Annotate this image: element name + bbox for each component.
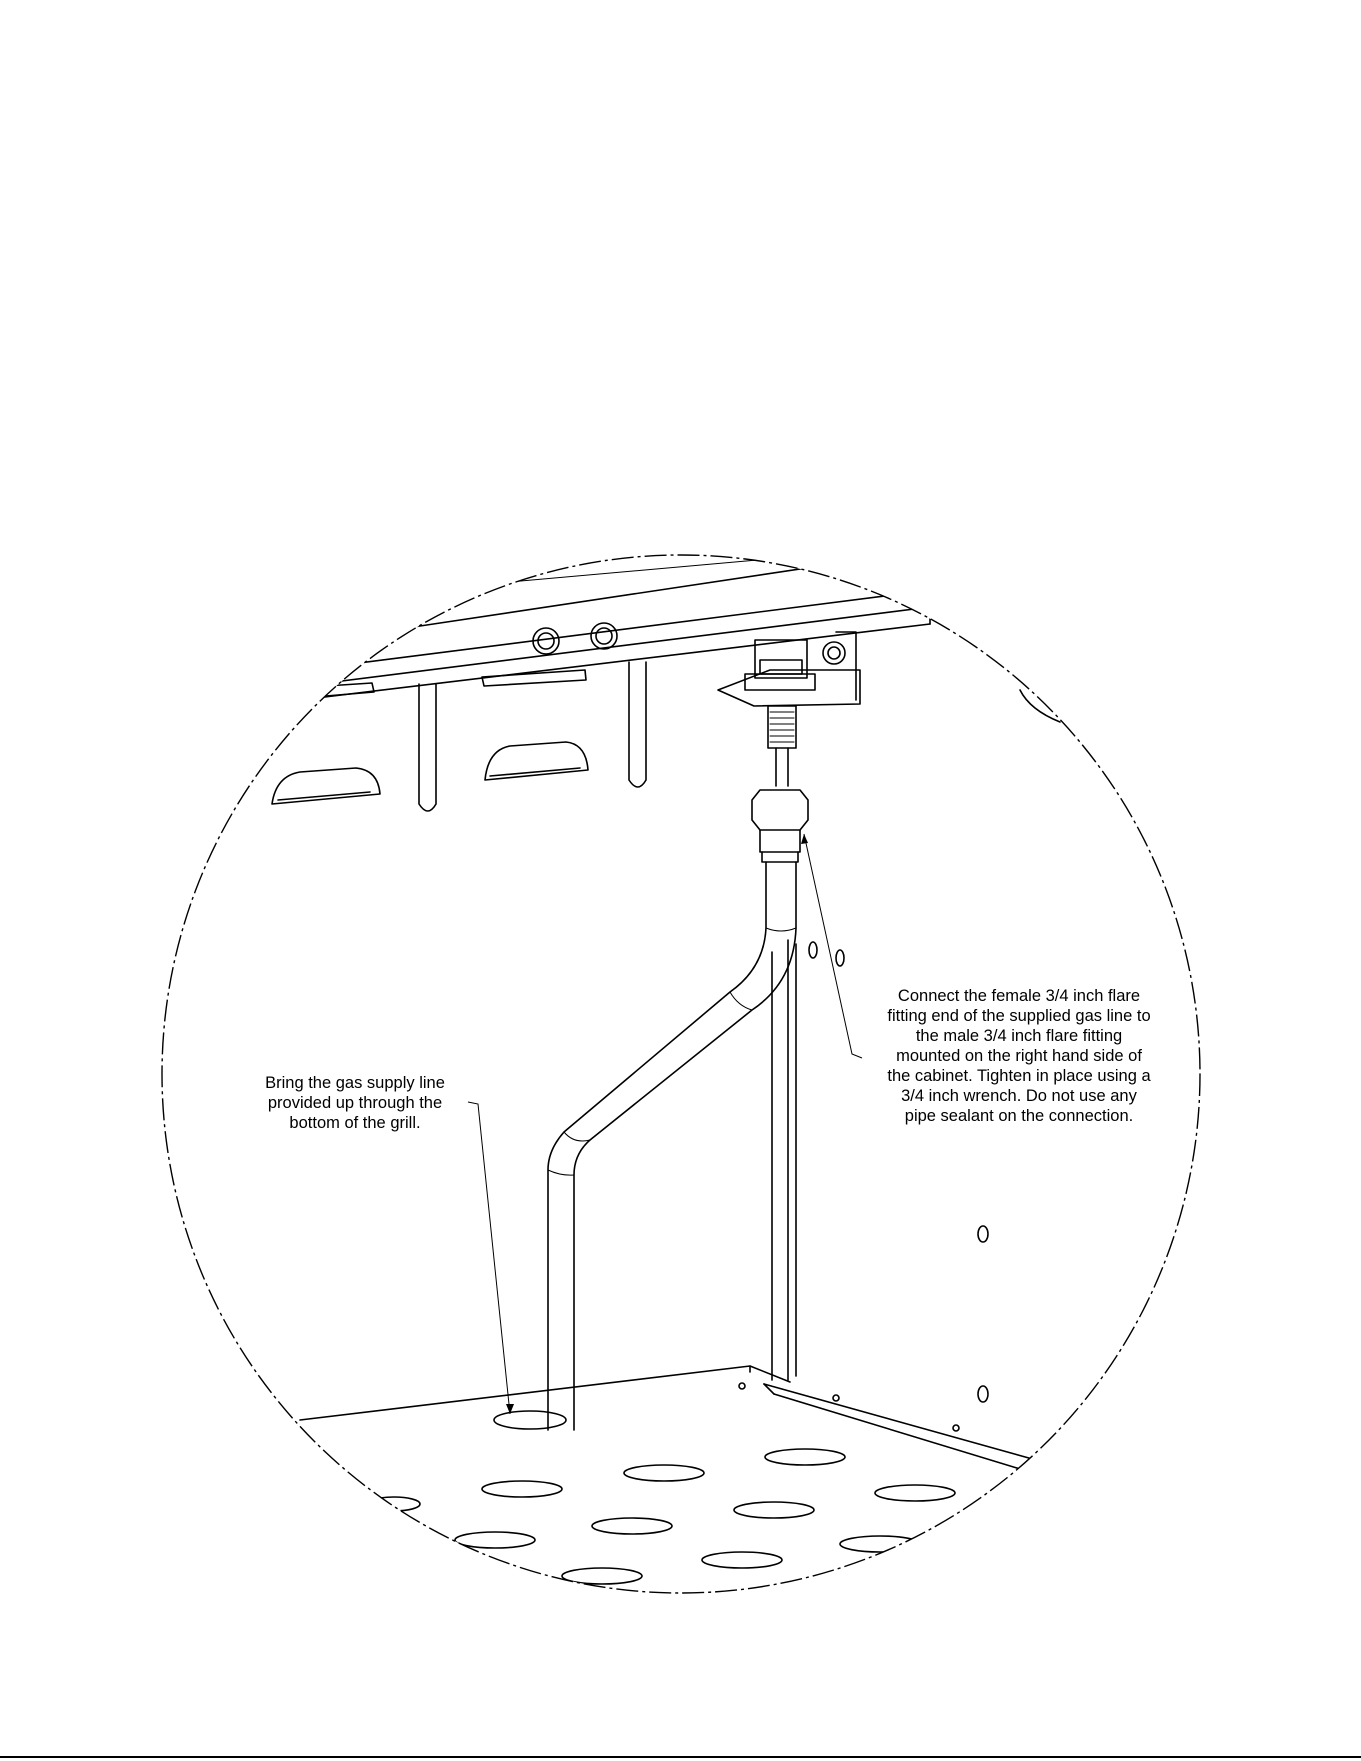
floor-vent-holes (368, 1449, 955, 1584)
flare-fitting-assembly (718, 632, 860, 862)
leader-line-fitting (804, 834, 862, 1058)
leader-line-supply (468, 1102, 510, 1414)
cabinet-floor (300, 1366, 1036, 1472)
leader-arrow-fitting (801, 834, 808, 844)
supply-line-callout: Bring the gas supply line provided up through the bottom of the grill. (265, 1074, 445, 1132)
gas-supply-tube (548, 862, 796, 1430)
hanging-rods (419, 662, 646, 811)
page-bottom-rule (0, 1756, 1361, 1758)
burner-slots (272, 670, 588, 804)
flare-fitting-callout: Connect the female 3/4 inch flare fitting end of the supplied gas line to the male 3/4 inch flare fitting mounted on the right hand side of the cabinet. Tighten in place using a 3/4 inch wrench. Do not use any pipe sealant on the connection. (887, 987, 1151, 1125)
top-frame-panel (300, 542, 1010, 700)
